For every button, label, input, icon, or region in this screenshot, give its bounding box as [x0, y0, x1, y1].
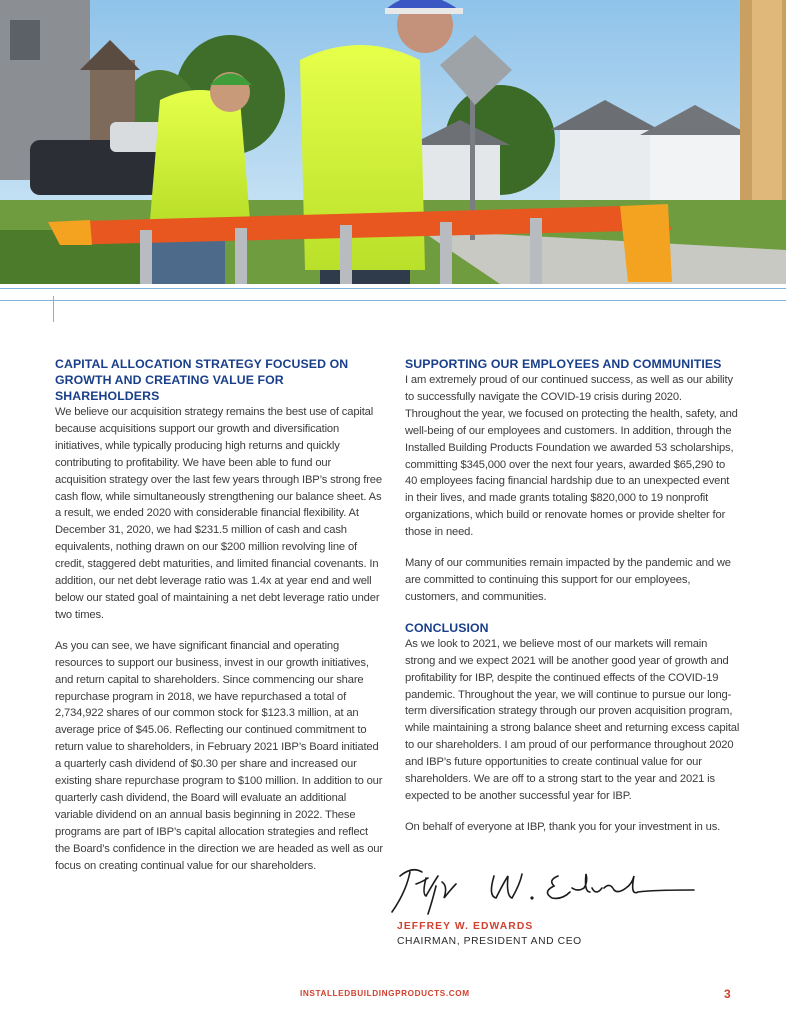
- page-number: 3: [724, 987, 731, 1001]
- conclusion-heading: CONCLUSION: [405, 620, 489, 635]
- hero-photo: [0, 0, 786, 284]
- signatory-name: JEFFREY W. EDWARDS: [397, 921, 534, 932]
- rule-tick: [53, 296, 54, 322]
- decorative-rules: [0, 284, 786, 324]
- employees-paragraph: I am extremely proud of our continued success, as well as our ability to successfully navigate the COVID-19 crisis during 2020. Throughout the year, we focused on protecting the health, safety, and well-being of our employees and customers. In addition, through the Installed Building Products Foundation we awarded 53 scholarships, committing $345,000 over the next four years, awarded $65,290 to 40 employees facing financial hardship due to an unexpected event in their lives, and made grants totaling $820,000 to 19 nonprofit organizations, which build or renovate homes or provide shelter for those in need.: [405, 374, 738, 539]
- capital-allocation-paragraph: We believe our acquisition strategy remains the best use of capital because acquisitions support our growth and diversification initiatives, while typically producing high returns and quickly contributing to profitability. We have been able to fund our acquisition strategy over the last few years through IBP’s strong free cash flow, while simultaneously strengthening our balance sheet. As a result, we ended 2020 with considerable financial flexibility. At December 31, 2020, we had $231.5 million of cash and cash equivalents, nothing drawn on our $200 million revolving line of credit, staggered debt maturities, and limited financial covenants. In addition, our net debt leverage ratio was 1.4x at year end and well below our stated goal of maintaining a net debt leverage ratio under two times.: [55, 406, 382, 621]
- signatory-title: CHAIRMAN, PRESIDENT AND CEO: [397, 936, 582, 947]
- workers-carrying-ladder-photo: [0, 0, 786, 284]
- rule-line: [0, 300, 786, 301]
- employees-communities-heading: SUPPORTING OUR EMPLOYEES AND COMMUNITIES: [405, 357, 722, 371]
- footer-website-link[interactable]: INSTALLEDBUILDINGPRODUCTS.COM: [300, 989, 470, 998]
- left-column: [55, 356, 385, 874]
- thank-you-paragraph: On behalf of everyone at IBP, thank you for your investment in us.: [405, 820, 721, 833]
- financial-resources-paragraph: As you can see, we have significant financial and operating resources to support our business, invest in our growth initiatives, and return capital to shareholders. Since commencing our share repurchase program in 2018, we have repurchased a total of 2,734,922 shares of our common stock for $123.3 million, at an average price of $45.06. Reflecting our continued commitment to return value to shareholders, in February 2021 IBP’s Board initiated a quarterly cash dividend of $0.30 per share and increased our existing share repurchase program to $100 million. In addition to our quarterly cash dividend, the Board will evaluate an additional variable dividend on an annual basis beginning in 2022. These programs are part of IBP’s capital allocation strategies and reflect the Board’s confidence in the direction we are headed as well as our focus on creating continual value for our shareholders.: [55, 639, 383, 872]
- communities-paragraph: Many of our communities remain impacted by the pandemic and we are committed to continuing this support for our employees, customers, and communities.: [405, 557, 731, 603]
- right-column: [405, 356, 740, 836]
- capital-allocation-heading: CAPITAL ALLOCATION STRATEGY FOCUSED ON GROWTH AND CREATING VALUE FOR SHAREHOLDERS: [55, 357, 349, 403]
- conclusion-paragraph: As we look to 2021, we believe most of our markets will remain strong and we expect 2021 will be another good year of growth and profitability for IBP, despite the continued effects of the COVID-19 pandemic. Throughout the year, we will continue to pursue our long-term diversification strategy through our proven acquisition program, while maintaining a strong balance sheet and returning excess capital to our shareholders. I am proud of our performance throughout 2020 and IBP’s future opportunities to create continual value for our shareholders. We are off to a strong start to the year and 2021 is expected to be another successful year for IBP.: [405, 637, 740, 802]
- handwritten-signature: [382, 862, 702, 922]
- rule-line: [0, 288, 786, 289]
